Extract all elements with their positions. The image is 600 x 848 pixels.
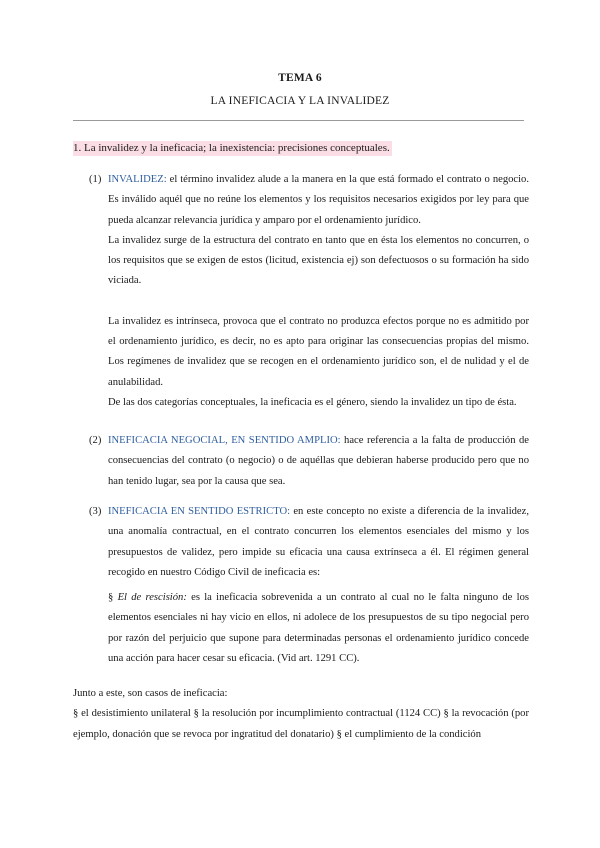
item-paragraph <box>108 431 529 492</box>
list-item-invalidez <box>89 170 529 413</box>
item-number: (2) <box>89 435 102 446</box>
item-paragraph: De las dos categorías conceptuales, la ineficacia es el género, siendo la invalidez un tipo de ésta. <box>108 396 517 408</box>
closing-intro: Junto a este, son casos de ineficacia: <box>73 688 228 699</box>
list-item-ineficacia-amplio <box>89 431 529 492</box>
rescision-paragraph <box>108 588 529 669</box>
item-paragraph <box>108 170 529 231</box>
closing-paragraph <box>73 684 529 745</box>
item-number: (3) <box>89 506 102 517</box>
rescision-text: es la ineficacia sobrevenida a un contrato al cual no le falta ninguno de los elementos esenciales ni hay vicio en ellos, ni adolece de los presupuestos de su tipo negocial pero por razón del perjuicio que supone para determinadas personas el ordenamiento jurídico concede una acción para hacer cesar su eficacia. (Vid art. 1291 CC). <box>108 592 530 664</box>
item-number: (1) <box>89 174 102 185</box>
horizontal-divider <box>73 120 524 121</box>
item-term: INVALIDEZ: <box>108 174 167 185</box>
item-paragraph <box>108 502 529 583</box>
page-title: TEMA 6 <box>278 72 322 84</box>
rescision-term: El de rescisión: <box>117 592 187 603</box>
item-text: en este concepto no existe a diferencia de la invalidez, una anomalía contractual, en el contrato concurren los elementos esenciales del mismo y los presupuestos de validez, pero impide su eficacia una causa extrínseca a él. El régimen general recogido en nuestro Código Civil de ineficacia es: <box>108 506 529 578</box>
item-term: INEFICACIA NEGOCIAL, EN SENTIDO AMPLIO: <box>108 435 341 446</box>
item-paragraph: La invalidez surge de la estructura del contrato en tanto que en ésta los elementos no concurren, o los requisitos que se exigen de estos (licitud, existencia ej) son defectuosos o su formación ha sido viciada. <box>108 234 529 287</box>
item-paragraph: La invalidez es intrínseca, provoca que el contrato no produzca efectos porque no es admitido por el ordenamiento jurídico, es decir, no es apto para originar las consecuencias propias del mismo. Los regímenes de invalidez que se recogen en el ordenamiento jurídico son, el de nulidad y el de anulabilidad. <box>108 315 529 388</box>
section-bullet: § <box>108 592 118 603</box>
section-heading: 1. La invalidez y la ineficacia; la inexistencia: precisiones conceptuales. <box>73 142 390 154</box>
page-subtitle: LA INEFICACIA Y LA INVALIDEZ <box>210 95 390 107</box>
closing-list: § el desistimiento unilateral § la resolución por incumplimiento contractual (1124 CC) § la revocación (por ejemplo, donación que se revoca por ingratitud del donatario) § el cumplimiento de la condición <box>73 708 529 740</box>
list-item-ineficacia-estricto <box>89 502 529 583</box>
item-text: hace referencia a la falta de producción de consecuencias del contrato (o negocio) o de aquéllas que debieran haberse producido pero que no han tenido lugar, sea por la causa que sea. <box>108 435 529 487</box>
item-term: INEFICACIA EN SENTIDO ESTRICTO: <box>108 506 291 517</box>
item-text: el término invalidez alude a la manera en la que está formado el contrato o negocio. Es inválido aquél que no reúne los elementos y los requisitos necesarios exigidos por ley para que pueda alcanzar relevancia jurídica y amparo por el ordenamiento jurídico. <box>108 174 529 226</box>
